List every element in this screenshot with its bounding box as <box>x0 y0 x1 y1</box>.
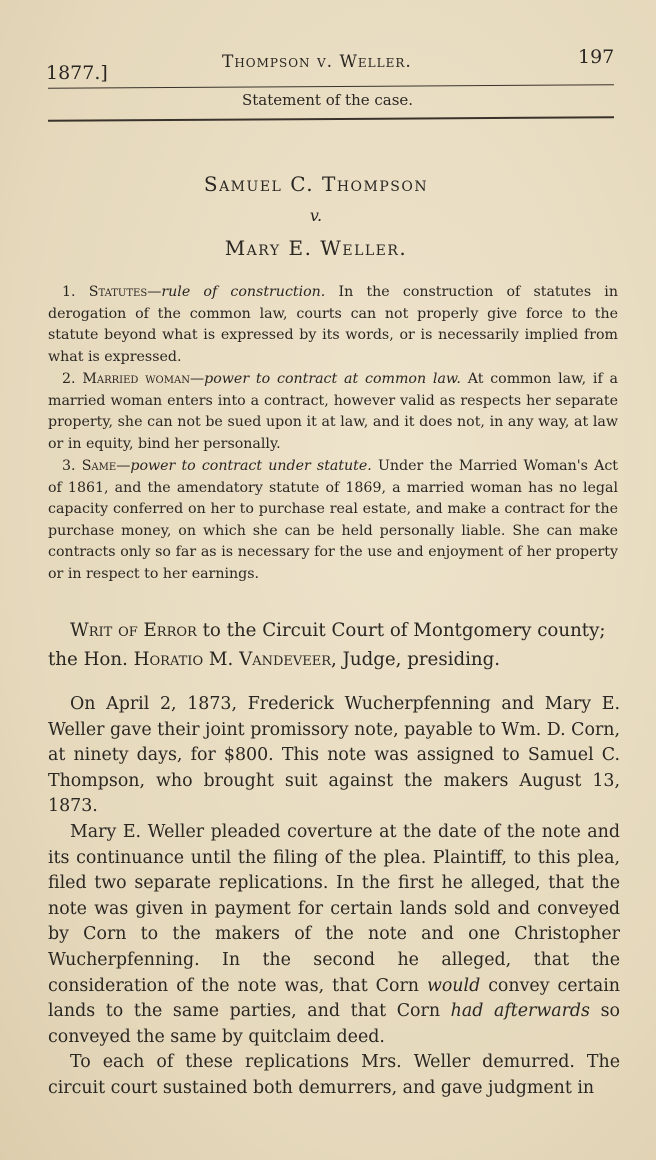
versus: v. <box>309 206 323 225</box>
paragraph-italic: would <box>426 975 481 996</box>
writ-text: to the Circuit Court of Montgomery county; the Hon. <box>48 620 606 670</box>
header-subtitle: Statement of the case. <box>242 91 414 109</box>
paragraph: To each of these replications Mrs. Weller demurred. The circuit court sustained both demurrers, and gave judgment in <box>48 1052 620 1098</box>
headnotes <box>48 282 618 586</box>
judge-name: Horatio M. Vandeveer <box>133 649 332 670</box>
headnote: 1. Statutes—rule of construction. In the construction of statutes in derogation of the common law, courts can not properly give force to the statute beyond what is expressed by its words, or is necessarily implied from what is expressed. <box>48 284 618 365</box>
header-rule-bottom <box>48 116 614 121</box>
paragraph <box>48 820 620 1050</box>
writ-text-end: , Judge, presiding. <box>331 649 501 670</box>
header-case-title: Thompson v. Weller. <box>222 52 412 72</box>
paragraph-text: convey certain lands to the same parties, and that Corn <box>48 975 620 1022</box>
page-number: 197 <box>578 46 615 68</box>
headnote-subtopic: rule of construction. <box>161 284 326 300</box>
paragraph-italic: had afterwards <box>450 1001 590 1022</box>
statement-body <box>48 692 620 1102</box>
headnote-number: 1. <box>62 284 76 300</box>
headnote: 2. Married woman—power to contract at common law. At common law, if a married woman enters into a contract, however valid as respects her separate property, she can not be sued upon it at law, and it does not, in any way, at law or in equity, bind her personally. <box>48 371 618 452</box>
paragraph: On April 2, 1873, Frederick Wucherpfenning and Mary E. Weller gave their joint promissory note, payable to Wm. D. Corn, at ninety days, for $800. This note was assigned to Samuel C. Thompson, who brought suit against the makers August 13, 1873. <box>48 694 620 817</box>
header-year: 1877.] <box>46 62 108 84</box>
headnote: 3. Same—power to contract under statute. Under the Married Woman's Act of 1861, and the amendatory statute of 1869, a married woman has no legal capacity conferred on her to purchase real estate, and make a contract for the purchase money, on which she can be held personally liable. She can make contracts only so far as is necessary for the use and enjoyment of her property or in respect to her earnings. <box>48 458 618 582</box>
headnote-topic: Statutes <box>88 284 148 300</box>
headnote-topic: Married woman <box>82 371 190 387</box>
headnote-number: 2. <box>62 371 76 387</box>
defendant-name: Mary E. Weller. <box>224 236 408 260</box>
headnote-number: 3. <box>62 458 76 474</box>
headnote-topic: Same <box>81 458 117 474</box>
writ-lead: Writ of Error <box>70 620 197 641</box>
paragraph-text: so conveyed the same by quitclaim deed. <box>48 1001 620 1047</box>
headnote-subtopic: power to contract under statute. <box>130 458 372 474</box>
writ-of-error <box>48 616 620 674</box>
headnote-text: At common law, if a married woman enters into a contract, however valid as respects her separate property, she can not be sued upon it at law, and it does not, in any way, at law or in equity, bind her personally. <box>48 371 618 452</box>
headnote-subtopic: power to contract at common law. <box>204 371 461 387</box>
paragraph-text: Mary E. Weller pleaded coverture at the date of the note and its continuance until the filing of the plea. Plaintiff, to this plea, filed two separate replications. In the first he alleged, that the note was given in payment for certain lands sold and conveyed by Corn to the makers of the note and one Christopher Wucherpfenning. In the second he alleged, that the consideration of the note was, that Corn <box>48 821 620 996</box>
headnote-text: In the construction of statutes in derogation of the common law, courts can not properly give force to the statute beyond what is expressed by its words, or is necessarily implied from what is expressed. <box>48 284 618 365</box>
plaintiff-name: Samuel C. Thompson <box>203 172 429 196</box>
headnote-text: Under the Married Woman's Act of 1861, and the amendatory statute of 1869, a married woman has no legal capacity conferred on her to purchase real estate, and make a contract for the purchase money, on which she can be held personally liable. She can make contracts only so far as is necessary for the use and enjoyment of her property or in respect to her earnings. <box>48 458 618 582</box>
header-rule-top <box>48 84 614 88</box>
